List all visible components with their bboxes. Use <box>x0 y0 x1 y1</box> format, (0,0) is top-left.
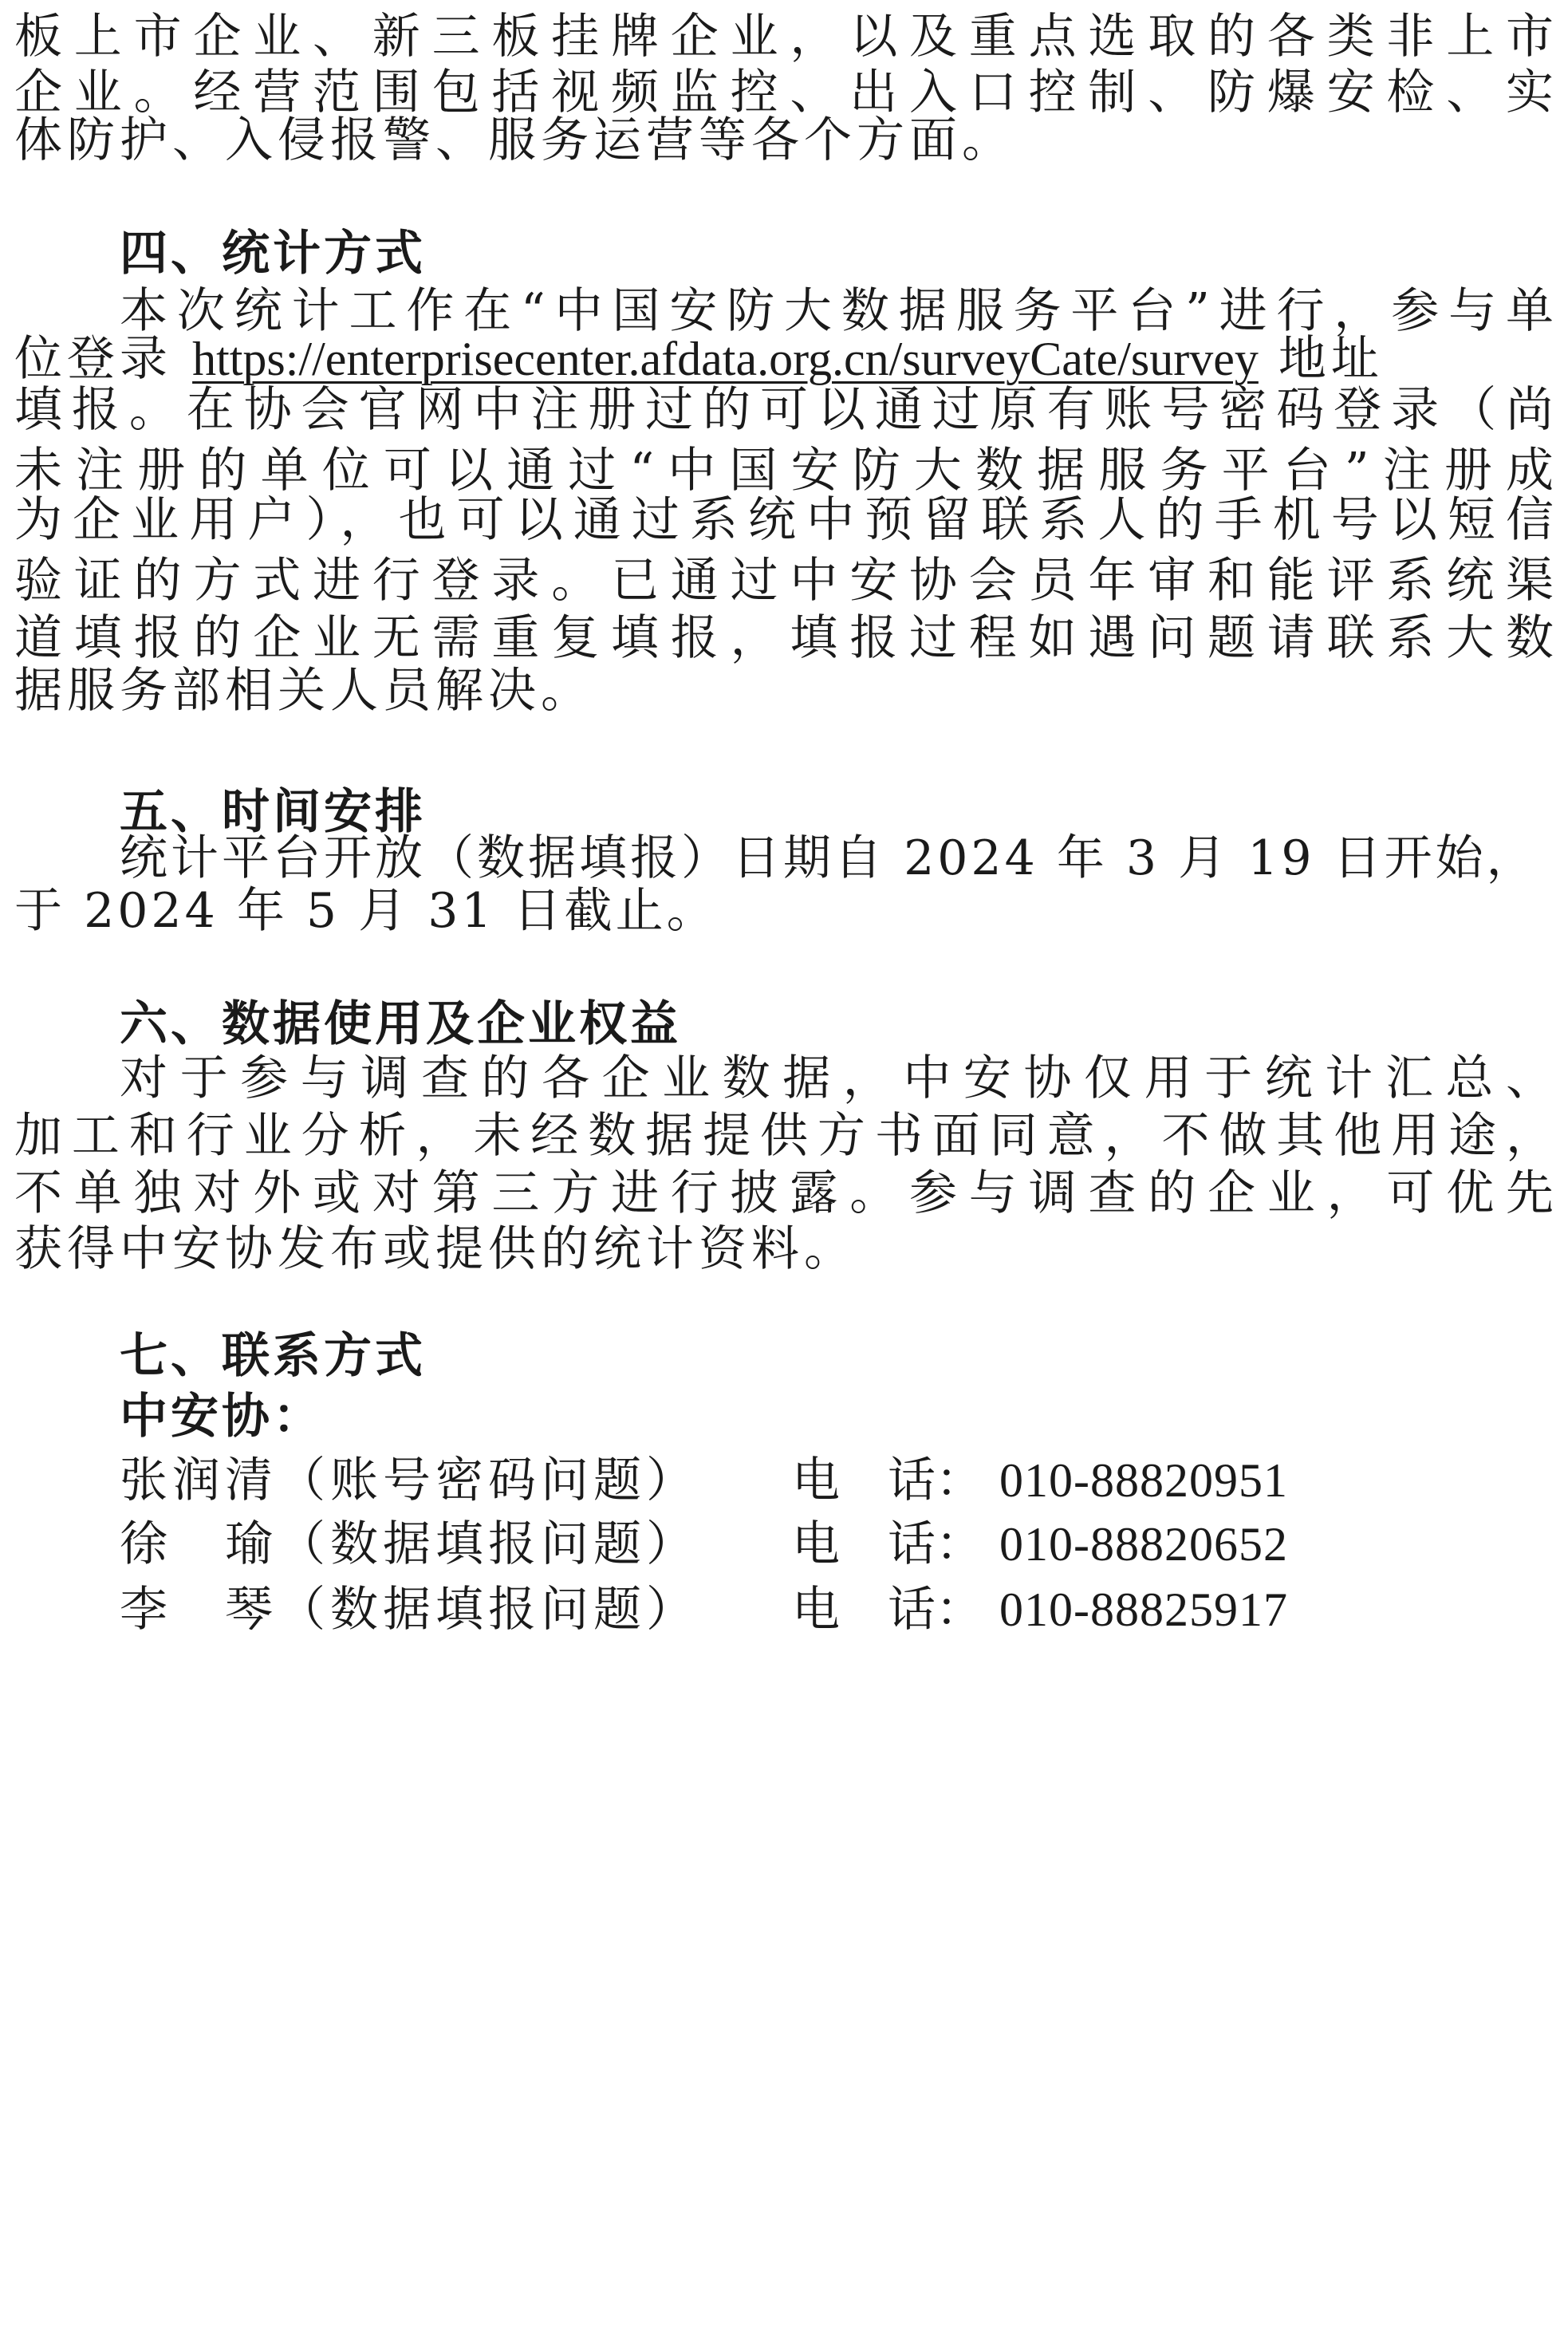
section4-line-3: 填报。在协会官网中注册过的可以通过原有账号密码登录（尚 <box>14 382 1554 438</box>
contact-row <box>14 1562 1554 1658</box>
section6-line-1: 对于参与调查的各企业数据，中安协仅用于统计汇总、 <box>120 1051 1554 1106</box>
phone-number: 010-88820652 <box>999 1518 1288 1571</box>
section4-line-4: 未注册的单位可以通过“中国安防大数据服务平台”注册成 <box>14 443 1554 499</box>
section4-line2-prefix: 位登录 <box>14 331 172 387</box>
section6-line-2: 加工和行业分析，未经数据提供方书面同意，不做其他用途， <box>14 1108 1554 1164</box>
phone-number: 010-88825917 <box>999 1583 1288 1636</box>
phone-label: 电 话： <box>792 1582 983 1638</box>
section4-line-6: 验证的方式进行登录。已通过中安协会员年审和能评系统渠 <box>14 553 1554 609</box>
contact-name: 李 琴（数据填报问题） <box>120 1582 699 1638</box>
contact-org: 中安协： <box>120 1389 324 1445</box>
survey-url-link[interactable]: https://enterprisecenter.afdata.org.cn/surveyCate/survey <box>192 333 1259 385</box>
section6-line-4: 获得中安协发布或提供的统计资料。 <box>14 1221 857 1277</box>
section-heading-4: 四、统计方式 <box>120 226 426 282</box>
contact-name: 徐 瑜（数据填报问题） <box>120 1516 699 1572</box>
section-heading-5: 五、时间安排 <box>120 784 426 840</box>
intro-line-3: 体防护、入侵报警、服务运营等各个方面。 <box>14 112 1014 168</box>
section4-line-5: 为企业用户），也可以通过系统中预留联系人的手机号以短信 <box>14 492 1554 548</box>
section4-line2-suffix: 地址 <box>1278 331 1384 387</box>
phone-label: 电 话： <box>792 1453 983 1508</box>
section4-line-7: 道填报的企业无需重复填报，填报过程如遇问题请联系大数 <box>14 610 1554 666</box>
section-heading-6: 六、数据使用及企业权益 <box>120 996 681 1052</box>
section5-line-2: 于 2024 年 5 月 31 日截止。 <box>14 883 718 939</box>
section-heading-7: 七、联系方式 <box>120 1328 426 1384</box>
intro-line-2: 企业。经营范围包括视频监控、出入口控制、防爆安检、实 <box>14 65 1554 120</box>
section5-line-1: 统计平台开放（数据填报）日期自 2024 年 3 月 19 日开始， <box>120 830 1538 886</box>
section4-line-1: 本次统计工作在“中国安防大数据服务平台”进行，参与单 <box>120 283 1554 339</box>
intro-line-1: 板上市企业、新三板挂牌企业，以及重点选取的各类非上市 <box>14 9 1554 65</box>
section4-line-8: 据服务部相关人员解决。 <box>14 663 593 719</box>
phone-number: 010-88820951 <box>999 1454 1288 1507</box>
contact-name: 张润清（账号密码问题） <box>120 1453 699 1508</box>
phone-label: 电 话： <box>792 1516 983 1572</box>
section6-line-3: 不单独对外或对第三方进行披露。参与调查的企业，可优先 <box>14 1165 1554 1221</box>
